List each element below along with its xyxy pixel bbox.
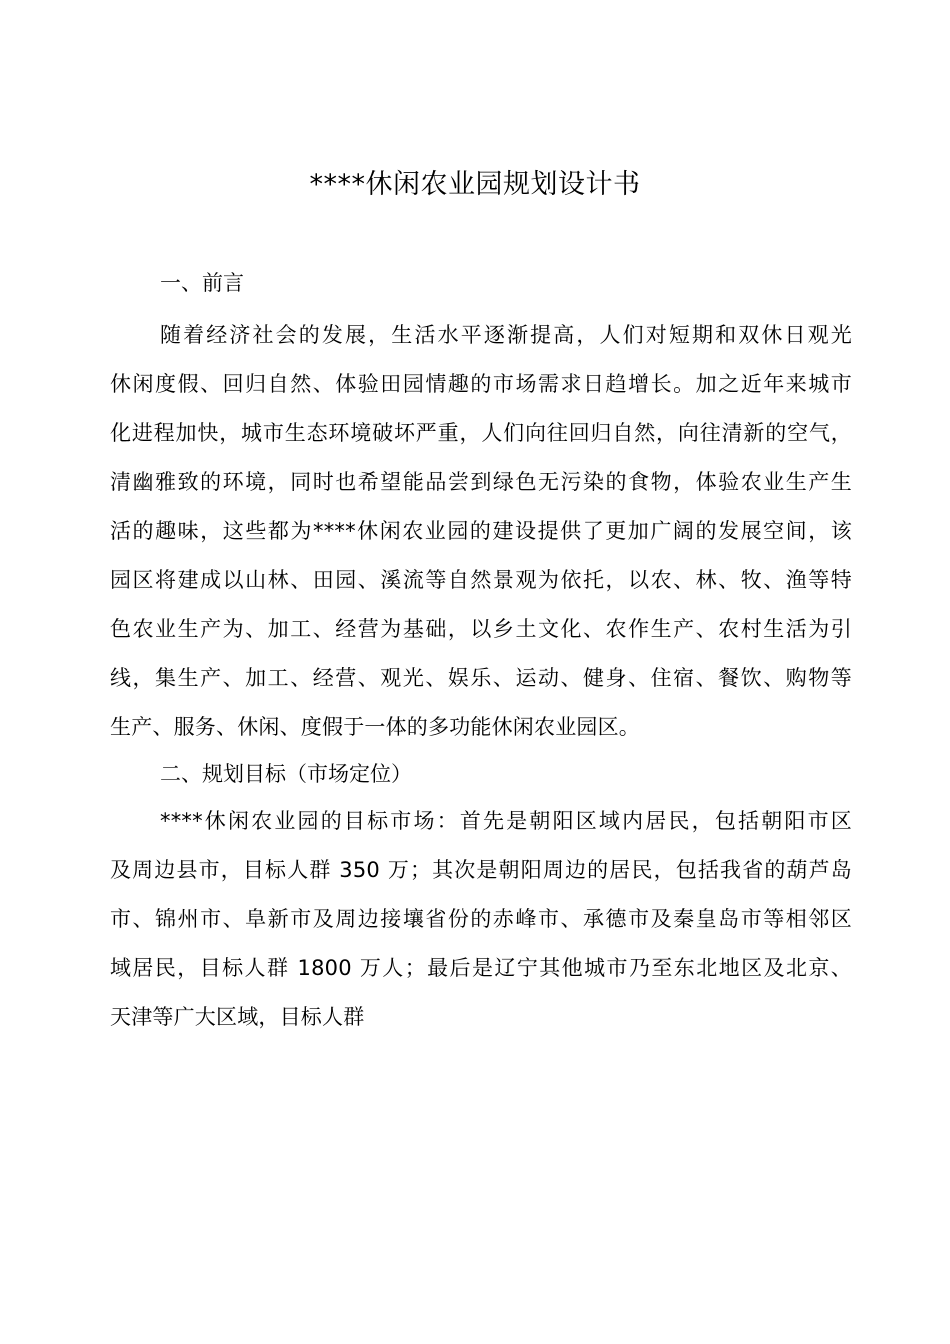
paragraph-line: 随着经济社会的发展，生活水平逐渐提高，人们对短期和双休日观光 [160, 323, 852, 347]
section-heading-planning-goals: 二、规划目标（市场定位） [160, 762, 412, 786]
paragraph-line: 化进程加快，城市生态环境破坏严重，人们向往回归自然，向往清新的空气， [110, 421, 852, 445]
paragraph-line: ****休闲农业园的目标市场：首先是朝阳区域内居民，包括朝阳市区 [160, 809, 852, 833]
paragraph-line: 线，集生产、加工、经营、观光、娱乐、运动、健身、住宿、餐饮、购物等 [110, 666, 852, 690]
paragraph-line: 休闲度假、回归自然、体验田园情趣的市场需求日趋增长。加之近年来城市 [110, 372, 852, 396]
section-paragraph-preface [110, 311, 852, 752]
document-body [110, 262, 852, 1042]
paragraph-line: 活的趣味，这些都为****休闲农业园的建设提供了更加广阔的发展空间，该 [110, 519, 852, 543]
section-heading-preface: 一、前言 [160, 271, 244, 295]
paragraph-line: 生产、服务、休闲、度假于一体的多功能休闲农业园区。 [110, 715, 640, 739]
paragraph-line: 园区将建成以山林、田园、溪流等自然景观为依托，以农、林、牧、渔等特 [110, 568, 852, 592]
paragraph-line: 色农业生产为、加工、经营为基础，以乡土文化、农作生产、农村生活为引 [110, 617, 852, 641]
section-paragraph-planning-goals [110, 797, 852, 1042]
document-title: ****休闲农业园规划设计书 [309, 169, 641, 200]
paragraph-line: 天津等广大区域，目标人群 [110, 1005, 365, 1029]
paragraph-line: 及周边县市，目标人群 350 万；其次是朝阳周边的居民，包括我省的葫芦岛 [110, 858, 852, 882]
paragraph-line: 市、锦州市、阜新市及周边接壤省份的赤峰市、承德市及秦皇岛市等相邻区 [110, 907, 852, 931]
paragraph-line: 域居民，目标人群 1800 万人；最后是辽宁其他城市乃至东北地区及北京、 [110, 956, 852, 980]
paragraph-line: 清幽雅致的环境，同时也希望能品尝到绿色无污染的食物，体验农业生产生 [110, 470, 852, 494]
